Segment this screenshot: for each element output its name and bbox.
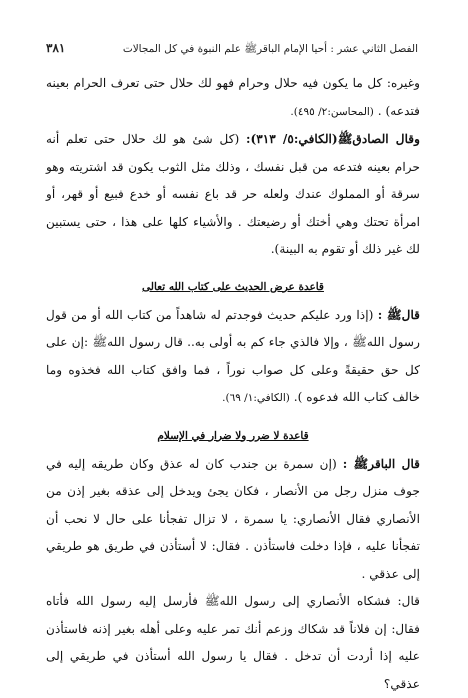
paragraph-1-text: وغيره: كل ما يكون فيه حلال وحرام فهو لك حلال حتى تعرف الحرام بعينه فتدعه) . — [46, 76, 420, 118]
paragraph-3-lead: قالﷺ : — [377, 307, 421, 322]
paragraph-2-lead: وقال الصادقﷺ(الكافي:٥/ ٣١٣): — [245, 132, 421, 146]
paragraph-4-lead: قال الباقرﷺ : — [342, 456, 420, 471]
paragraph-1-reference: (المحاسن:٢/ ٤٩٥). — [290, 105, 374, 118]
section-heading-hadith-verification: قاعدة عرض الحديث على كتاب الله تعالى — [142, 280, 324, 293]
running-header — [46, 41, 418, 58]
chapter-title: الفصل الثاني عشر : أحيا الإمام الباقرﷺ علم النبوة في كل المجالات — [122, 43, 418, 55]
paragraph-1 — [46, 70, 420, 126]
paragraph-5-text: قال: فشكاه الأنصاري إلى رسول اللهﷺ فأرسل إليه رسول الله فأتاه فقال: إن فلاناً قد شكاك وزعم أنك تمر عليه وعلى أهله بغير إذنه فاستأذن عليه إذا أردت أن تدخل . فقال يا رسول الله أستأذن في طريقي إلى عذقي؟ — [46, 594, 420, 691]
paragraph-4 — [46, 451, 420, 589]
paragraph-3-reference: (الكافي:١/ ٦٩). — [222, 392, 290, 404]
page-content — [46, 70, 420, 698]
section-heading-no-harm: قاعدة لا ضرر ولا ضرار في الإسلام — [157, 429, 309, 442]
paragraph-3 — [46, 302, 420, 413]
paragraph-5 — [46, 588, 420, 698]
page-number: ٣٨١ — [46, 41, 66, 55]
paragraph-3-text: (إذا ورد عليكم حديث فوجدتم له شاهداً من كتاب الله أو من قول رسول اللهﷺ ، وإلا فالذي جاء كم به أولى به.. قال رسول اللهﷺ :إن على كل حق حقيقةً وعلى كل صواب نوراً ، فما وافق كتاب الله فخذوه وما خالف كتاب الله فدعوه ). — [46, 307, 420, 404]
paragraph-4-text: (إن سمرة بن جندب كان له عذق وكان طريقه إليه في جوف منزل رجل من الأنصار ، فكان يجئ ويدخل إلى عذقه بغير إذن من الأنصاري فقال الأنصاري: يا سمرة ، لا تزال تفجأنا على حال لا نحب أن تفجأنا عليه ، فإذا دخلت فاستأذن . فقال: لا أستأذن في طريق هو طريقي إلى عذقي . — [46, 456, 420, 581]
paragraph-2 — [46, 126, 420, 264]
paragraph-2-text: (كل شئ هو لك حلال حتى تعلم أنه حرام بعينه فتدعه من قبل نفسك ، وذلك مثل الثوب يكون قد اشتريته وهو سرقة أو المملوك عندك ولعله حر قد باع نفسه أو خدع فبيع أو قهر، أو امرأة تحتك وهي أختك أو رضيعتك . والأشياء كلها على هذا ، حتى يستبين لك غير ذلك أو تقوم به البينة). — [46, 132, 420, 256]
